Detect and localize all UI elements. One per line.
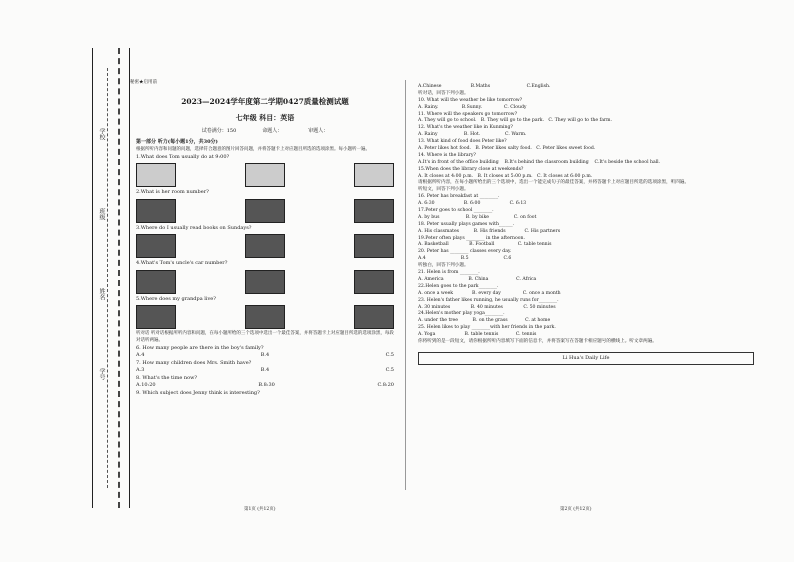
right-line: 听对话，回答下列小题。 [418,90,469,96]
question-5: 5.Where does my grandpa live? [136,295,216,302]
q2-images [136,199,394,223]
right-line: A. under the tree B. on the grass C. at home [418,318,551,324]
footer-page-1: 第1页 (共12页) [244,507,276,512]
confidential-mark: 秘密★启用前 [130,80,157,85]
seal-line [118,48,120,508]
right-line: 10. What will the weather be like tomorrow? [418,97,523,103]
right-line: A. Yoga B. table tennis C. tennis [418,332,537,338]
column-divider [405,80,406,490]
picture-option-b [245,305,285,329]
right-line: 25. Helen likes to play ________with her friends in the park. [418,325,556,331]
binding-label-id: 学号 [98,368,105,380]
right-line: 你将听到的是一段短文，请你根据所听内容填写下面的信息卡，并将答案写在答题卡相应题号的横线上。听文章两遍。 [418,338,657,344]
right-line: A. 6:30 B. 6:00 C. 6:13 [418,201,527,207]
picture-option-c [354,234,394,258]
q1-images [136,163,394,187]
right-line: A. Basketball B. Football C. table tennis [418,242,552,248]
question-1: 1.What does Tom usually do at 9:00? [136,153,230,160]
right-line: 13. What kind of food does Peter like? [418,139,507,145]
q3-images [136,234,394,258]
question-3: 3.Where do I usually read books on Sundays? [136,224,252,231]
binding-label-class: 班级 [98,208,105,220]
question-9: 9. Which subject does Jenny think is interesting? [136,389,260,396]
right-line: 请根据所听内容，在每小题所给出的三个选项中，选出一个能完成句子的最佳答案，并将答题卡上对应题目所选的选项涂黑，听四遍。 [418,180,690,186]
right-line: 23. Helen's father likes running, he usually runs for________. [418,297,559,303]
right-line: A. Rainy B. Hot. C. Warm. [418,132,527,138]
binding-dash-line [107,68,109,488]
right-line: A. Rainy. B.Sunny. C. Cloudy [418,104,527,110]
option-b: B.4 [260,352,270,358]
setter: 命题人： [262,127,283,134]
picture-option-a [136,163,176,187]
option-a: A.10:20 [136,382,156,388]
right-line: A. They will go to school. B. They will go to the park. C. They will go to the farm. [418,118,612,124]
picture-option-a [136,270,176,294]
right-line: 12. What's the weather like in Kunming? [418,125,513,131]
right-line: 14. Where is the library? [418,152,476,158]
picture-option-c [354,163,394,187]
picture-option-c [354,305,394,329]
q8-options [136,382,394,390]
picture-option-a [136,305,176,329]
right-line: 21. Helen is from ________. [418,270,480,276]
picture-option-b [245,163,285,187]
right-line: 17.Peter goes to school ________. [418,208,494,214]
question-4: 4.What's Tom's uncle's car number? [136,260,228,266]
right-line: A. It closes at 4:00 p.m. B. It closes at 5:00 p.m. C. It closes at 6:00 p.m. [418,173,593,179]
question-2: 2.What is her room number? [136,189,209,195]
right-line: 听独白，回答下列小题。 [418,263,469,269]
picture-option-b [245,199,285,223]
option-b: B.8:30 [258,382,275,388]
option-c: C.5 [385,367,394,373]
picture-option-c [354,199,394,223]
binding-label-name: 姓名 [98,288,105,300]
right-line: A. His classmates B. His friends C. His partners [418,228,561,234]
right-line: 19.Peter often plays ________ in the afternoon. [418,235,525,241]
option-b: B.4 [260,367,270,373]
right-line: 20. Peter has ________ classes every day. [418,249,512,255]
option-c: C.5 [385,352,394,358]
right-line: A. America B. China C. Africa [418,276,537,282]
right-line: 22.Helen goes to the park________. [418,283,499,289]
picture-option-a [136,199,176,223]
q4-images [136,270,394,294]
picture-option-c [354,270,394,294]
right-line: A. once a week B. every day C. once a month [418,290,561,296]
full-score: 试卷满分：150 [201,127,237,134]
option-c: C.8:20 [377,382,394,388]
q7-options [136,367,394,375]
right-line: A.4 B.5 C.6 [418,256,512,262]
binding-margin [92,48,130,508]
left-column [130,80,394,397]
right-line: 18. Peter usually plays games with______. [418,221,515,227]
question-6: 6. How many people are there in the boy's family? [136,344,264,351]
page-title: 2023—2024学年度第二学期0427质量检测试题 [181,97,349,106]
option-a: A.3 [136,367,145,373]
right-line: 16. Peter has breakfast at ________. [418,194,500,200]
right-line: 15.When does the library close at weekends? [418,166,524,172]
right-line: A.Chinese B.Maths C.English. [418,84,551,89]
right-column [418,84,754,365]
right-line: 听短文，回答下列小题。 [418,187,469,193]
option-a: A.4 [136,352,145,358]
picture-option-b [245,270,285,294]
section-b-intro: 听对话 听对话根据所听内容和问题，在每小题所给的三个选项中选出一个最佳答案，并将答题卡上对应题目所选的选项涂黑，每段对话听两遍。 [136,331,394,343]
reviewer: 审题人： [308,127,329,134]
right-line: 11. Where will the speakers go tomorrow? [418,111,518,117]
right-line: A. by bus B. by bike C. on foot [418,214,537,220]
q6-options [136,352,394,360]
subject-line: 七年级 科目：英语 [235,113,295,123]
right-question-list [418,84,754,346]
question-7: 7. How many children does Mrs. Smith have? [136,359,252,366]
right-line: A. Peter likes hot food. B. Peter likes salty food. C. Peter likes sweet food. [418,146,596,152]
q5-images [136,305,394,329]
footer-page-2: 第2页 (共12页) [560,507,592,512]
picture-option-b [245,234,285,258]
part1-intro: 根据所听内容和问题的问题，选择符合题意的图片回答问题，并将答题卡上对应题目所选的选项涂黑。每小题听一遍。 [136,146,370,152]
info-card-title: Li Hua's Daily Life [418,352,754,366]
exam-meta [136,128,394,136]
binding-label-school: 学校 [98,128,105,140]
right-line: A.It's in front of the office building B.It's behind the classroom building C.It's beside the school hall. [418,159,661,165]
right-line: A. 30 minutes B. 40 minutes C. 50 minutes [418,304,556,310]
question-8: 8. What's the time now? [136,374,198,381]
right-line: 24.Helen's mother play yoga________. [418,311,505,317]
part1-heading: 第一部分 听力(每小题1分，共30分) [136,139,218,146]
picture-option-a [136,234,176,258]
